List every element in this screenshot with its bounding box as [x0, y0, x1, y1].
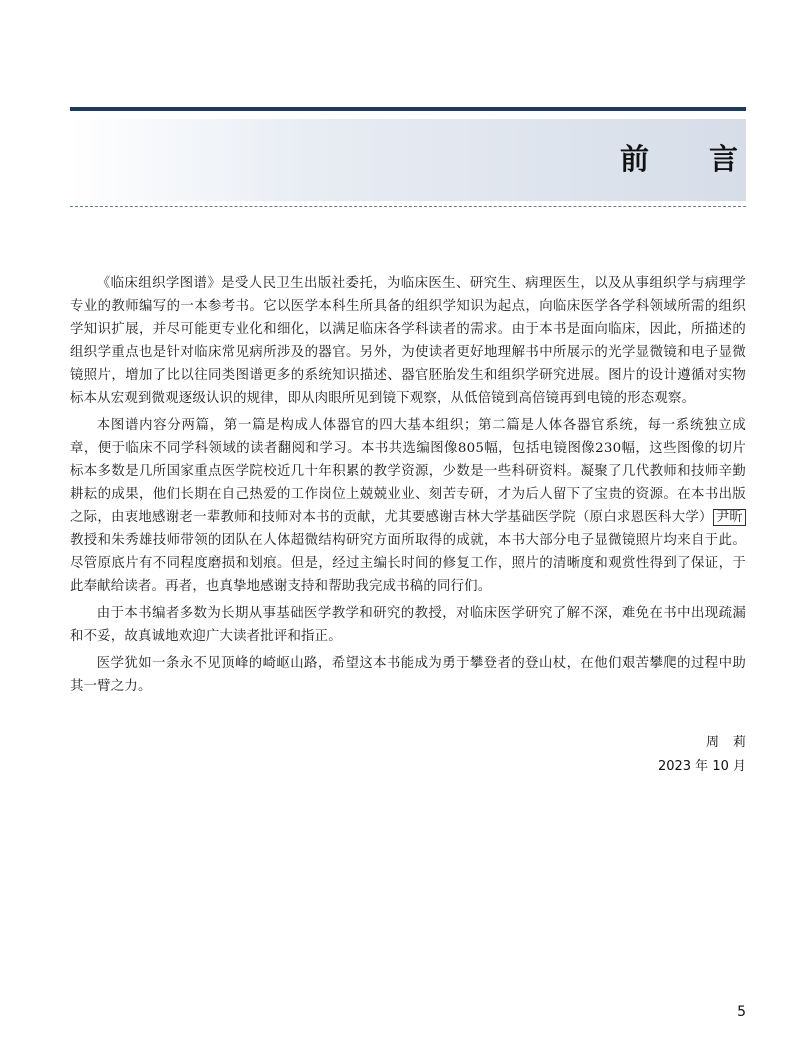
header-dotted-divider: [70, 206, 746, 207]
page-title: 前言: [619, 142, 798, 176]
paragraph-3: 由于本书编者多数为长期从事基础医学教学和研究的教授，对临床医学研究了解不深，难免在书中出现疏漏和不妥，故真诚地欢迎广大读者批评和指正。: [70, 606, 746, 644]
preface-body: [70, 272, 746, 702]
boxed-name: 尹昕: [713, 509, 746, 526]
header-top-rule: [70, 107, 746, 111]
paragraph-2: [70, 414, 746, 598]
signature-block: [657, 732, 760, 778]
author-name: 周莉: [705, 735, 760, 750]
paragraph-2-part-1: 本图谱内容分两篇，第一篇是构成人体器官的四大基本组织；第二篇是人体各器官系统，每一系统独立成章，便于临床不同学科领域的读者翻阅和学习。本书共选编图像805幅，包括电镜图像230幅，这些图像的切片标本多数是几所国家重点医学院校近几十年积累的教学资源，少数是一些科研资料。凝聚了几代教师和技师辛勤耕耘的成果，他们长期在自己热爱的工作岗位上兢兢业业、刻苦专研，才为后人留下了宝贵的资源。在本书出版之际，由衷地感谢老一辈教师和技师对本书的贡献，尤其要感谢吉林大学基础医学院（原白求恩医科大学）: [70, 418, 746, 525]
signature-date: 2023 年 10 月: [657, 759, 746, 774]
page-number: 5: [737, 1004, 746, 1020]
paragraph-2-part-2: 教授和朱秀雄技师带领的团队在人体超微结构研究方面所取得的成就，本书大部分电子显微镜照片均来自于此。尽管原底片有不同程度磨损和划痕。但是，经过主编长时间的修复工作，照片的清晰度和观赏性得到了保证，于此奉献给读者。再者，也真挚地感谢支持和帮助我完成书稿的同行们。: [70, 533, 746, 594]
title-banner: [70, 119, 798, 201]
paragraph-4: 医学犹如一条永不见顶峰的崎岖山路，希望这本书能成为勇于攀登者的登山杖，在他们艰苦攀爬的过程中助其一臂之力。: [70, 656, 746, 694]
paragraph-1: 《临床组织学图谱》是受人民卫生出版社委托，为临床医生、研究生、病理医生，以及从事组织学与病理学专业的教师编写的一本参考书。它以医学本科生所具备的组织学知识为起点，向临床医学各学科领域所需的组织学知识扩展，并尽可能更专业化和细化，以满足临床各学科读者的需求。由于本书是面向临床，因此，所描述的组织学重点也是针对临床常见病所涉及的器官。另外，为使读者更好地理解书中所展示的光学显微镜和电子显微镜照片，增加了比以往同类图谱更多的系统知识描述、器官胚胎发生和组织学研究进展。图片的设计遵循对实物标本从宏观到微观逐级认识的规律，即从肉眼所见到镜下观察，从低倍镜到高倍镜再到电镜的形态观察。: [70, 276, 746, 406]
